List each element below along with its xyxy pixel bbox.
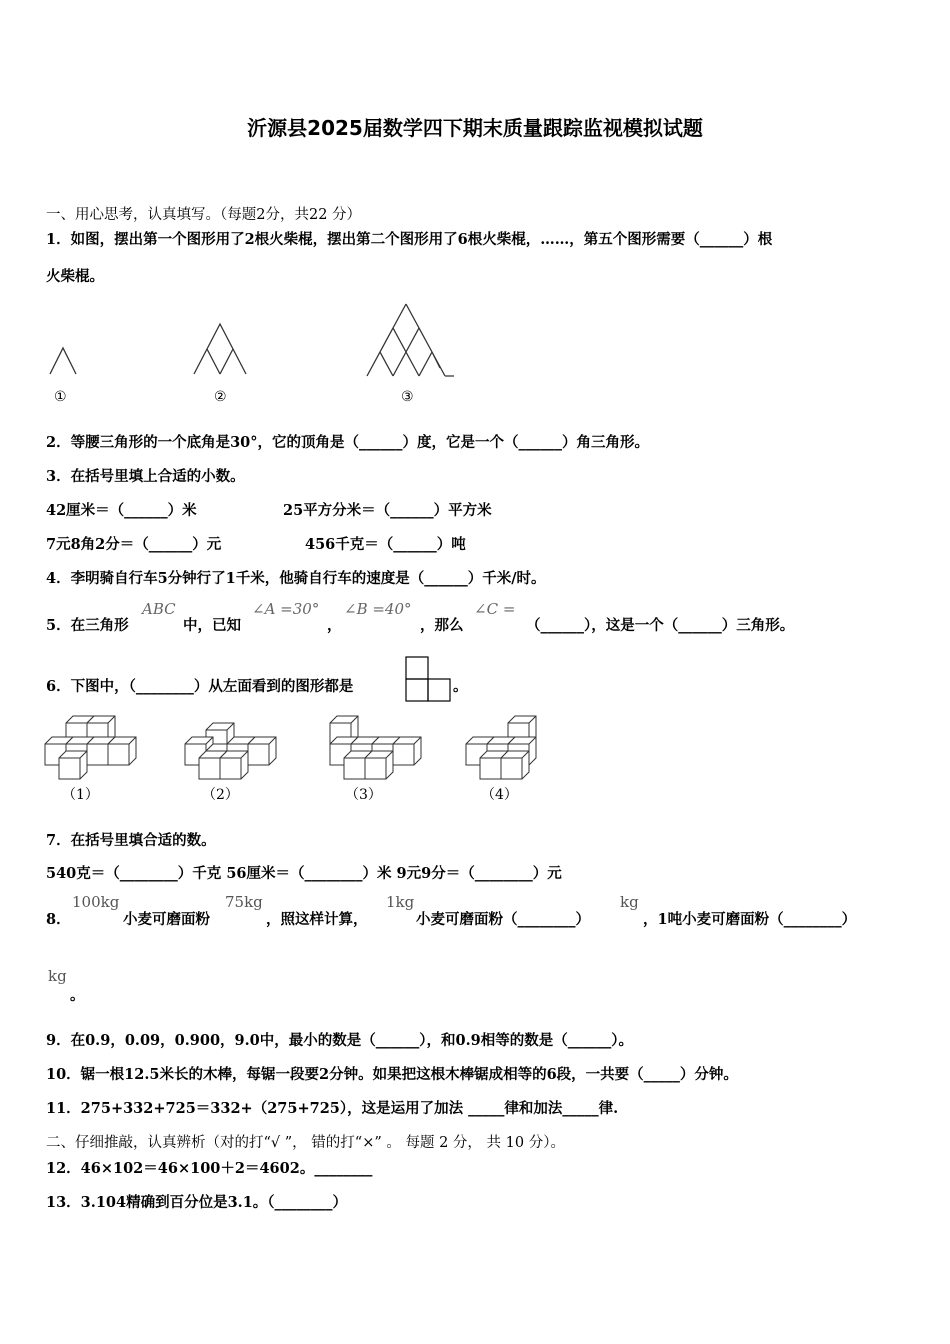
- q8-value-75kg: 75kg: [225, 893, 263, 911]
- matchstick-figure: [40, 292, 470, 414]
- q8-value-1kg: 1kg: [386, 893, 415, 911]
- q8-end: 。: [70, 987, 85, 1004]
- question-9: 9．在0.9，0.09，0.900，9.0中，最小的数是（______），和0.9相等的数是（______）。: [46, 1032, 633, 1049]
- q5-angle-b: ∠B =40°: [344, 600, 412, 618]
- question-3: 3．在括号里填上合适的小数。: [46, 468, 245, 485]
- q8-text-4: ，1吨小麦可磨面粉（________）: [643, 911, 857, 928]
- question-3d: 456千克＝（______）吨: [305, 536, 466, 553]
- q5-triangle-abc: ABC: [142, 600, 176, 618]
- q8-unit-kg-1: kg: [620, 893, 639, 911]
- question-4: 4．李明骑自行车5分钟行了1千米，他骑自行车的速度是（______）千米/时。: [46, 570, 546, 587]
- question-3b: 25平方分米＝（______）平方米: [283, 502, 492, 519]
- question-5: [46, 614, 129, 635]
- fig1-label-3: ③: [401, 389, 414, 405]
- q5-mid2: ，那么: [420, 617, 464, 634]
- question-13: 13．3.104精确到百分位是3.1。（________）: [46, 1194, 348, 1211]
- fig6-label-4: （4）: [481, 787, 518, 803]
- question-1: 1．如图，摆出第一个图形用了2根火柴棍，摆出第二个图形用了6根火柴棍，……，第五个图形需要（______）根: [46, 231, 773, 248]
- q5-prefix: 5．在三角形: [46, 617, 129, 634]
- q8-text-1: 小麦可磨面粉: [123, 911, 210, 928]
- question-3a: 42厘米＝（______）米: [46, 502, 197, 519]
- cube-figure-3: [330, 716, 421, 779]
- q5-mid1: 中，已知: [183, 617, 241, 634]
- question-1-cont: 火柴棍。: [46, 268, 104, 285]
- left-view-shape: [405, 656, 453, 704]
- cube-figure-2: [185, 723, 276, 779]
- question-7a: 540克＝（________）千克 56厘米＝（________）米 9元9分＝（________）元: [46, 865, 562, 882]
- q8-number: 8．: [46, 911, 71, 928]
- q6-suffix: 。: [453, 678, 468, 695]
- q5-suffix: （______），这是一个（______）三角形。: [526, 617, 795, 634]
- q5-comma: ，: [327, 617, 342, 634]
- q8-text-3: 小麦可磨面粉（________）: [416, 911, 590, 928]
- question-3c: 7元8角2分＝（______）元: [46, 536, 222, 553]
- section-1-heading: 一、用心思考，认真填写。（每题2分，共22 分）: [46, 207, 362, 223]
- q8-unit-kg-2: kg: [48, 967, 67, 985]
- fig6-label-3: （3）: [345, 787, 382, 803]
- fig1-label-1: ①: [54, 389, 67, 405]
- fig6-label-2: （2）: [202, 787, 239, 803]
- question-10: 10．锯一根12.5米长的木棒，每锯一段要2分钟。如果把这根木棒锯成相等的6段，一共要（_____）分钟。: [46, 1066, 738, 1083]
- cube-figures: [40, 712, 560, 812]
- question-2: 2．等腰三角形的一个底角是30°，它的顶角是（______）度，它是一个（______）角三角形。: [46, 434, 650, 451]
- q8-text-2: ，照这样计算，: [266, 911, 368, 928]
- page-title: 沂源县2025届数学四下期末质量跟踪监视模拟试题: [247, 116, 703, 140]
- section-2-heading: 二、仔细推敲，认真辨析（对的打“√ ”， 错的打“×” 。 每题 2 分， 共 10 分）。: [46, 1135, 565, 1151]
- q5-angle-c: ∠C =: [474, 600, 516, 618]
- cube-figure-4: [466, 716, 536, 779]
- question-7: 7．在括号里填合适的数。: [46, 832, 216, 849]
- fig1-label-2: ②: [214, 389, 227, 405]
- question-12: 12．46×102＝46×100＋2＝4602。________: [46, 1160, 373, 1177]
- cube-figure-1: [45, 716, 136, 779]
- fig6-label-1: （1）: [62, 787, 99, 803]
- q8-value-100kg: 100kg: [72, 893, 120, 911]
- question-11: 11．275+332+725＝332+（275+725），这是运用了加法 _____律和加法_____律.: [46, 1100, 619, 1117]
- question-6: 6．下图中，（________）从左面看到的图形都是: [46, 678, 354, 695]
- q5-angle-a: ∠A =30°: [252, 600, 320, 618]
